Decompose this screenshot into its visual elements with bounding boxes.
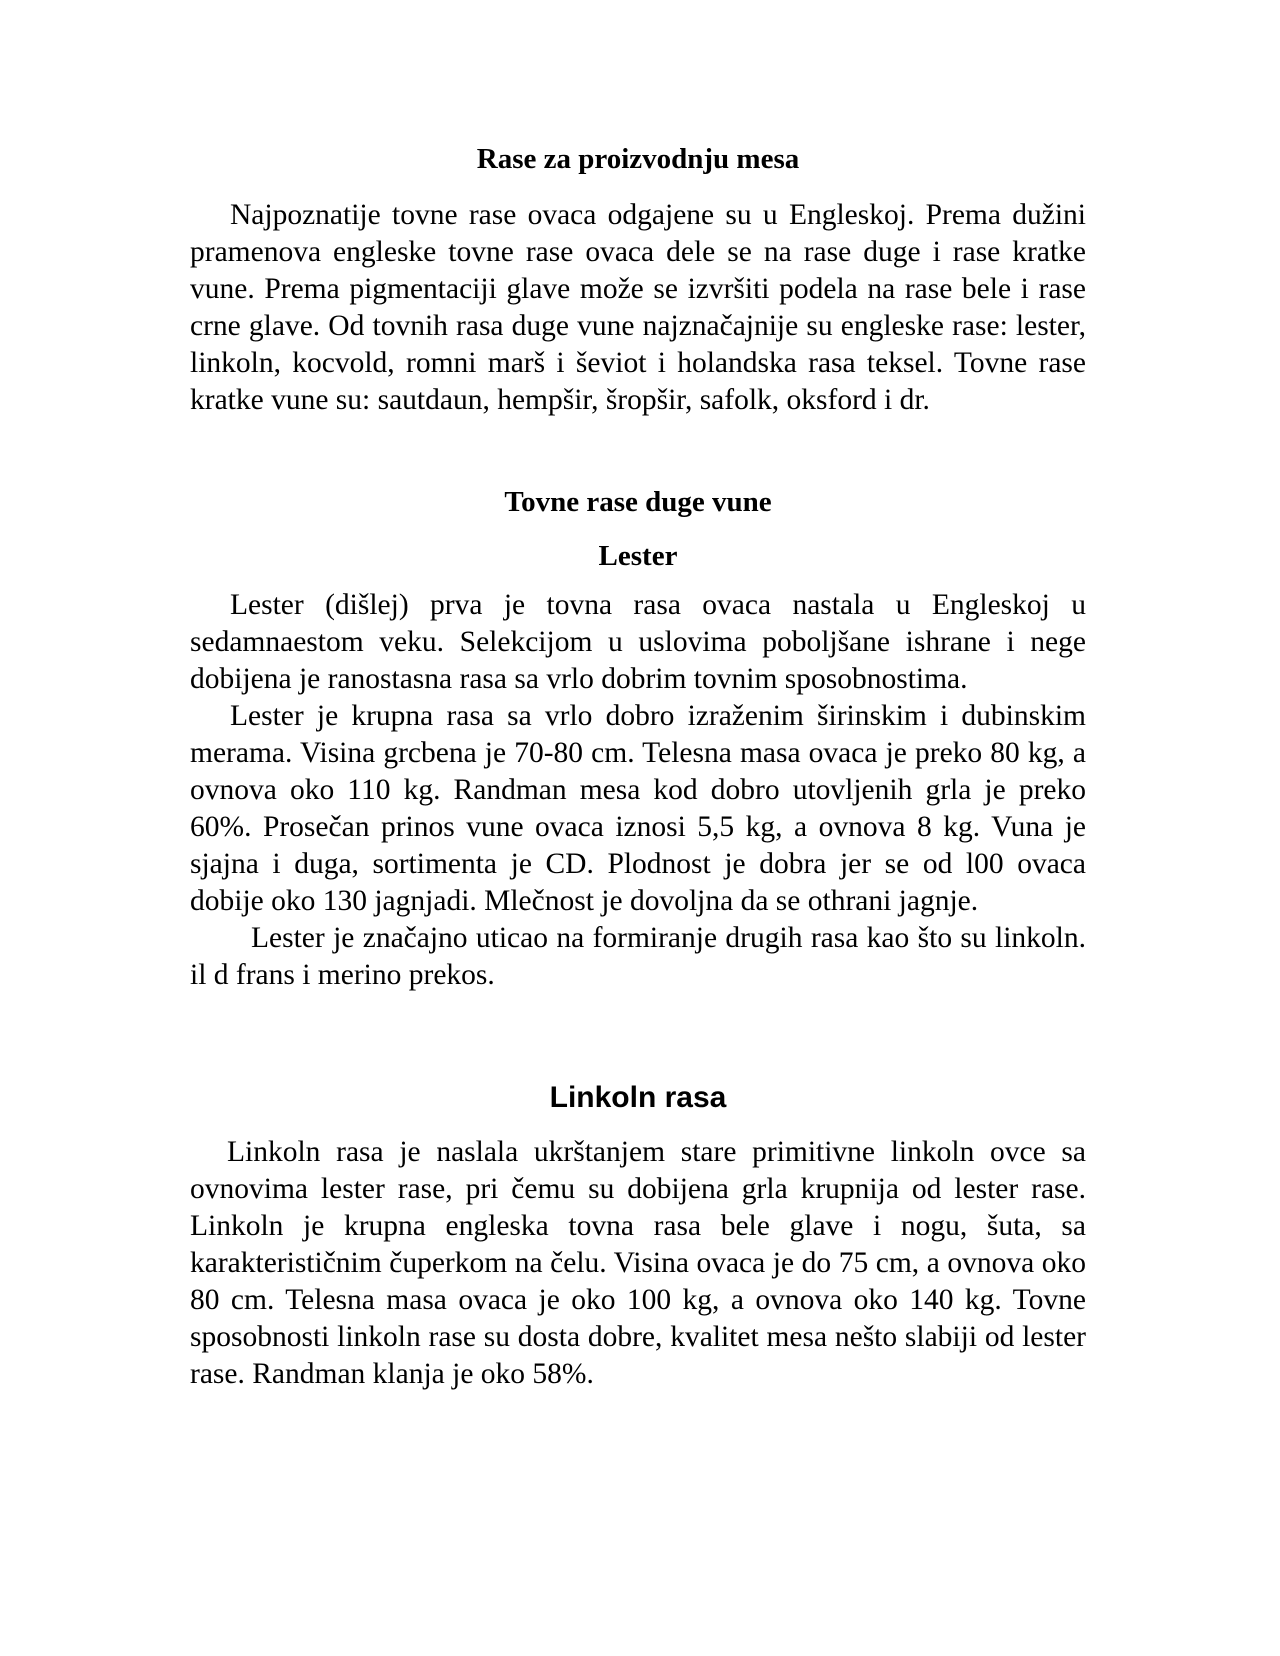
subheading-lester: Lester xyxy=(598,540,678,572)
paragraph: Lester je krupna rasa sa vrlo dobro izraženim širinskim i dubinskim merama. Visina grcbena je 70-80 cm. Telesna masa ovaca je preko 80 kg, a ovnova oko 110 kg. Randman mesa kod dobro utovljenih grla je preko 60%. Prosečan prinos vune ovaca iznosi 5,5 kg, a ovnova 8 kg. Vuna je sjajna i duga, sortimenta je CD. Plodnost je dobra jer se od l00 ovaca dobije oko 130 jagnjadi. Mlečnost je dovoljna da se othrani jagnje. xyxy=(190,700,1086,917)
section-body-lester xyxy=(190,587,1086,994)
section-body-linkoln xyxy=(190,1134,1086,1393)
section-heading-meat-breeds: Rase za proizvodnju mesa xyxy=(476,143,800,175)
paragraph: Najpoznatije tovne rase ovaca odgajene su u Engleskoj. Prema dužini pramenova engleske tovne rase ovaca dele se na rase duge i rase kratke vune. Prema pigmentaciji glave može se izvršiti podela na rase bele i rase crne glave. Od tovnih rasa duge vune najznačajnije su engleske rase: lester, linkoln, kocvold, romni marš i ševiot i holandska rasa teksel. Tovne rase kratke vune su: sautdaun, hempšir, šropšir, safolk, oksford i dr. xyxy=(190,199,1086,416)
section-heading-linkoln: Linkoln rasa xyxy=(549,1081,727,1114)
paragraph: Lester (dišlej) prva je tovna rasa ovaca nastala u Engleskoj u sedamnaestom veku. Selekcijom u uslovima poboljšane ishrane i nege dobijena je ranostasna rasa sa vrlo dobrim tovnim sposobnostima. xyxy=(190,589,1086,695)
paragraph: Linkoln rasa je naslala ukrštanjem stare primitivne linkoln ovce sa ovnovima lester rase, pri čemu su dobijena grla krupnija od lester rase. Linkoln je krupna engleska tovna rasa bele glave i nogu, šuta, sa karakterističnim čuperkom na čelu. Visina ovaca je do 75 cm, a ovnova oko 80 cm. Telesna masa ovaca je oko 100 kg, a ovnova oko 140 kg. Tovne sposobnosti linkoln rase su dosta dobre, kvalitet mesa nešto slabiji od lester rase. Randman klanja je oko 58%. xyxy=(190,1136,1086,1390)
section-heading-long-wool-breeds: Tovne rase duge vune xyxy=(504,486,772,518)
paragraph: Lester je značajno uticao na formiranje drugih rasa kao što su linkoln. il d frans i merino prekos. xyxy=(190,922,1086,991)
section-body-meat-breeds xyxy=(190,197,1086,419)
